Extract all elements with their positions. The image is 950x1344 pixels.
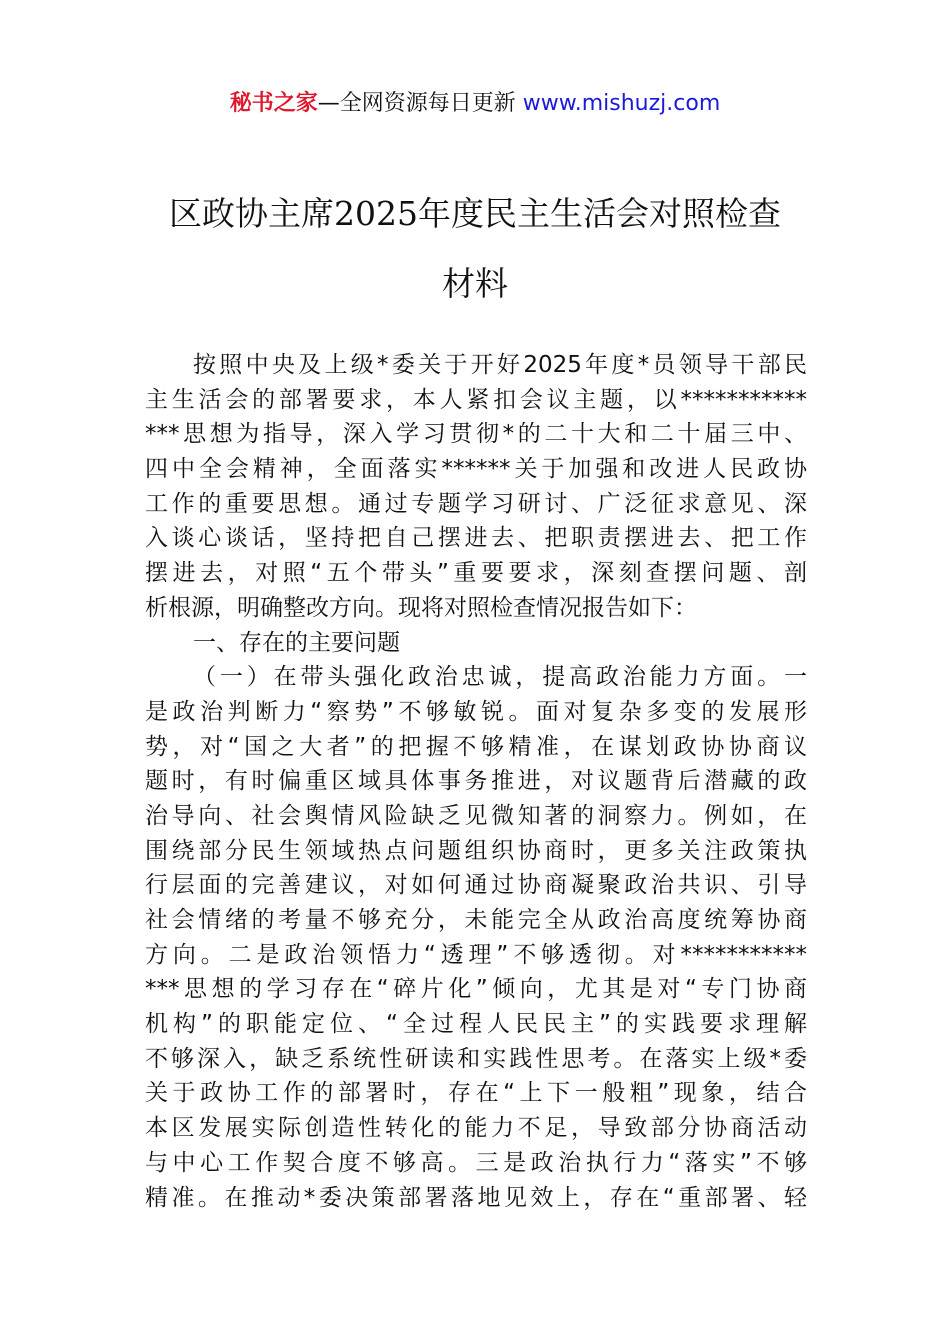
document-title-line-1: 区政协主席2025年度民主生活会对照检查 xyxy=(169,194,781,233)
text-line: 题时，有时偏重区域具体事务推进，对议题背后潜藏的政 xyxy=(145,768,807,795)
text-line: ***思想为指导，深入学习贯彻*的二十大和二十届三中、 xyxy=(145,421,807,448)
document-body xyxy=(145,348,807,1215)
text-line: 关于政协工作的部署时，存在“上下一般粗”现象，结合 xyxy=(145,1080,807,1107)
text-line: 本区发展实际创造性转化的能力不足，导致部分协商活动 xyxy=(145,1115,807,1142)
header-tagline: —全网资源每日更新 xyxy=(317,91,516,116)
text-line: 是政治判断力“察势”不够敏锐。面对复杂多变的发展形 xyxy=(145,698,807,725)
text-line: 主生活会的部署要求，本人紧扣会议主题，以*********** xyxy=(145,386,807,413)
text-line: 围绕部分民生领域热点问题组织协商时，更多关注政策执 xyxy=(145,837,807,864)
site-header xyxy=(0,88,950,120)
text-line: 摆进去，对照“五个带头”重要要求，深刻查摆问题、剖 xyxy=(145,560,807,587)
text-line: 社会情绪的考量不够充分，未能完全从政治高度统筹协商 xyxy=(145,907,807,933)
text-line: 按照中央及上级*委关于开好2025年度*员领导干部民 xyxy=(193,352,807,378)
text-line: 入谈心谈话，坚持把自己摆进去、把职责摆进去、把工作 xyxy=(145,525,807,552)
site-url-link[interactable]: www.mishuzj.com xyxy=(522,91,721,116)
text-line: 四中全会精神，全面落实******关于加强和改进人民政协 xyxy=(145,456,807,483)
text-line: ***思想的学习存在“碎片化”倾向，尤其是对“专门协商 xyxy=(145,976,807,1003)
brand-name: 秘书之家 xyxy=(229,91,318,116)
text-line: 精准。在推动*委决策部署落地见效上，存在“重部署、轻 xyxy=(145,1184,807,1211)
text-line: 工作的重要思想。通过专题学习研讨、广泛征求意见、深 xyxy=(145,490,807,517)
text-line: （一）在带头强化政治忠诚，提高政治能力方面。一 xyxy=(193,664,807,691)
text-line: 不够深入，缺乏系统性研读和实践性思考。在落实上级*委 xyxy=(145,1045,807,1072)
text-line: 势，对“国之大者”的把握不够精准，在谋划政协协商议 xyxy=(145,733,807,760)
document-title-line-2: 材料 xyxy=(442,264,508,303)
text-line: 行层面的完善建议，对如何通过协商凝聚政治共识、引导 xyxy=(145,872,807,899)
text-line: 析根源，明确整改方向。现将对照检查情况报告如下： xyxy=(145,594,697,621)
text-line: 与中心工作契合度不够高。三是政治执行力“落实”不够 xyxy=(145,1149,807,1176)
text-line: 方向。二是政治领悟力“透理”不够透彻。对*********** xyxy=(145,941,807,968)
text-line: 治导向、社会舆情风险缺乏见微知著的洞察力。例如，在 xyxy=(145,802,807,829)
text-line: 一、存在的主要问题 xyxy=(193,629,400,656)
text-line: 机构”的职能定位、“全过程人民民主”的实践要求理解 xyxy=(145,1011,807,1038)
